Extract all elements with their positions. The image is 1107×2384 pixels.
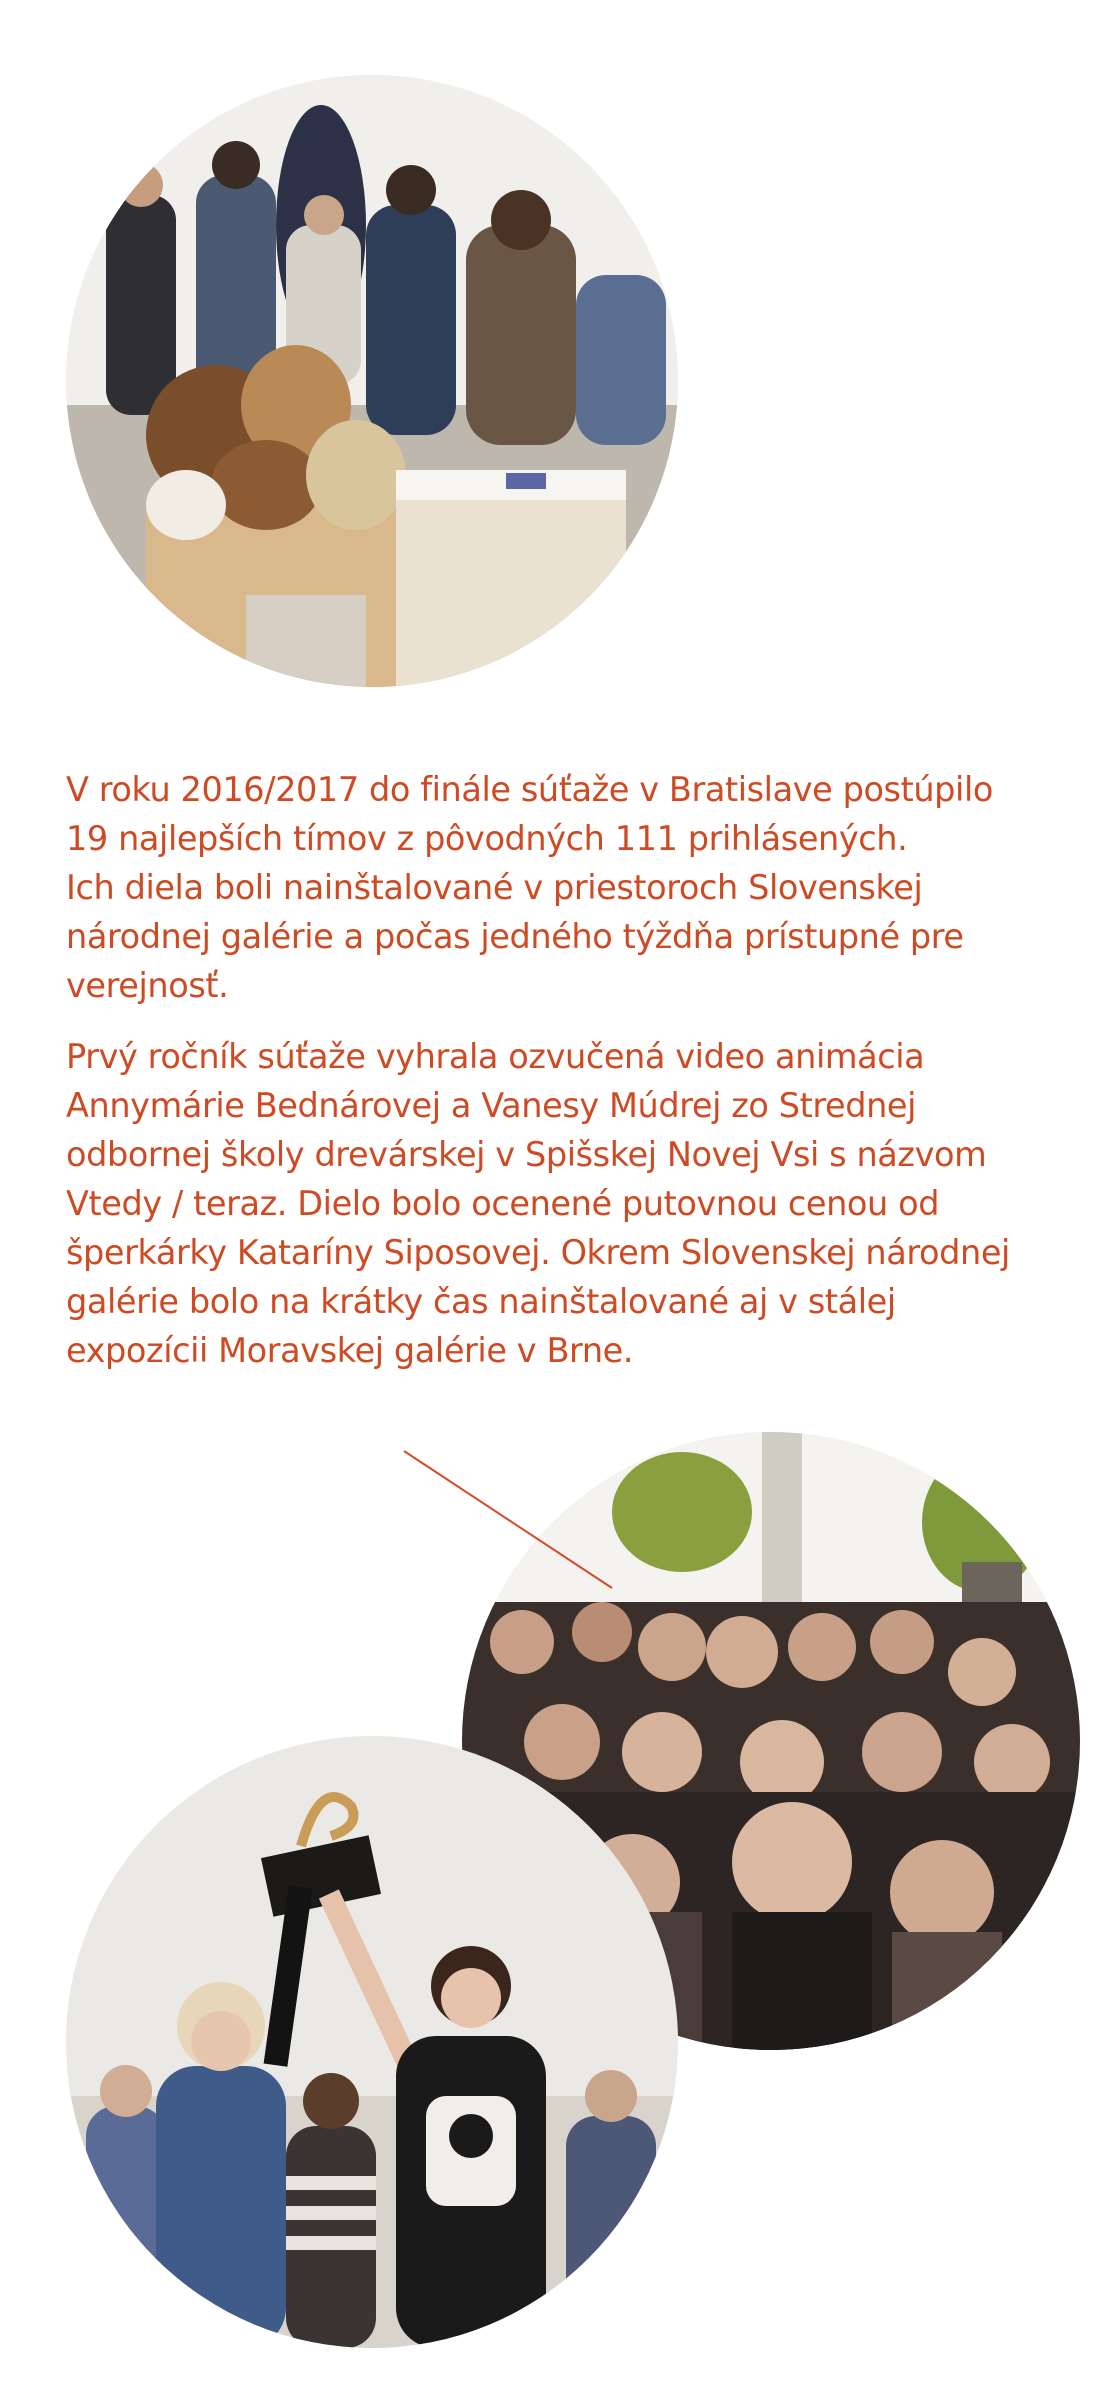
- paragraph-line: Vtedy / teraz. Dielo bolo ocenené putovnou cenou od: [66, 1184, 940, 1223]
- winners-photo: [66, 1736, 678, 2348]
- paragraph-line: Annymárie Bednárovej a Vanesy Múdrej zo Strednej: [66, 1086, 917, 1125]
- exhibition-photo-art: [66, 75, 678, 687]
- paragraph-line: odbornej školy drevárskej v Spišskej Novej Vsi s názvom: [66, 1135, 987, 1174]
- winner-paragraph: [66, 1032, 1056, 1375]
- paragraph-line: Ich diela boli nainštalované v priestoroch Slovenskej: [66, 868, 923, 907]
- paragraph-line: šperkárky Kataríny Siposovej. Okrem Slovenskej národnej: [66, 1233, 1010, 1272]
- winners-photo-art: [66, 1736, 678, 2348]
- paragraph-line: 19 najlepších tímov z pôvodných 111 prihlásených.: [66, 819, 908, 858]
- paragraph-line: verejnosť.: [66, 966, 229, 1005]
- intro-paragraph: [66, 765, 1056, 1010]
- paragraph-line: V roku 2016/2017 do finále súťaže v Bratislave postúpilo: [66, 770, 993, 809]
- paragraph-line: galérie bolo na krátky čas nainštalované aj v stálej: [66, 1282, 896, 1321]
- exhibition-photo: [66, 75, 678, 687]
- paragraph-line: expozícii Moravskej galérie v Brne.: [66, 1331, 634, 1370]
- paragraph-line: Prvý ročník súťaže vyhrala ozvučená video animácia: [66, 1037, 925, 1076]
- paragraph-line: národnej galérie a počas jedného týždňa prístupné pre: [66, 917, 964, 956]
